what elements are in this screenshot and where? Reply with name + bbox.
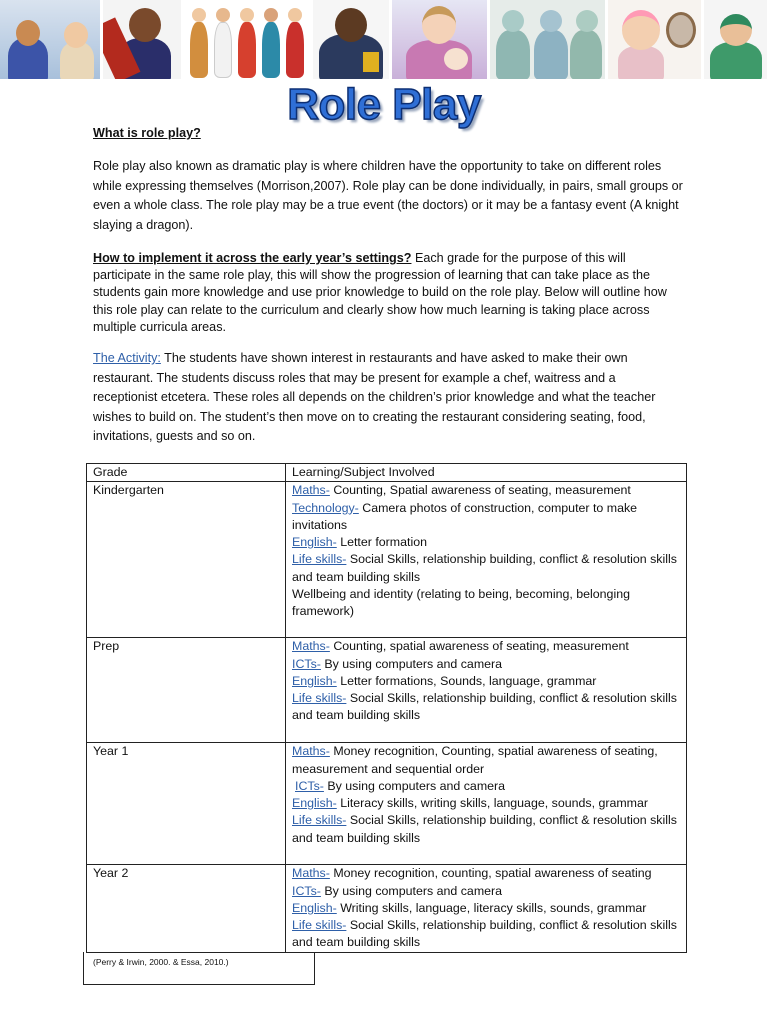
subject-link-icts[interactable]: ICTs- [295, 778, 324, 793]
subjects-cell [286, 482, 687, 638]
subjects-cell [286, 865, 687, 953]
subjects-cell [286, 743, 687, 865]
subject-link-life-skills[interactable]: Life skills- [292, 691, 347, 706]
grade-column-header: Grade [87, 464, 286, 482]
subject-item [292, 656, 680, 673]
subject-item [292, 534, 680, 551]
grade-cell: Prep [87, 638, 286, 743]
reference-box: (Perry & Irwin, 2000. & Essa, 2010.) [83, 952, 315, 985]
subject-text: Social Skills, relationship building, conflict & resolution skills and team building skills [292, 552, 677, 584]
subject-link-life-skills[interactable]: Life skills- [292, 552, 347, 567]
boy-doctor-photo [704, 0, 767, 79]
subject-item [292, 690, 680, 725]
subject-link-life-skills[interactable]: Life skills- [292, 813, 347, 828]
table-row-year-2 [87, 865, 687, 953]
surgeon-costume-photo [490, 0, 605, 79]
intro-paragraph: Role play also known as dramatic play is where children have the opportunity to take on different roles while expressing themselves (Morrison,2007). Role play can be done individually, in pairs, small groups or even a whole class. The role play may be a true event (the doctors) or it may be a fantasy event (A knight slaying a dragon). [93, 159, 683, 232]
subject-text: Money recognition, counting, spatial awareness of seating [329, 866, 652, 881]
girl-mirror-photo [608, 0, 701, 79]
subject-text: Writing skills, language, literacy skills, sounds, grammar [336, 900, 647, 915]
subject-text: Wellbeing and identity (relating to being, becoming, belonging framework) [292, 587, 630, 619]
subject-text: Social Skills, relationship building, conflict & resolution skills and team building skills [292, 813, 677, 845]
girl-with-doll-photo [392, 0, 487, 79]
subject-text: By using computers and camera [323, 778, 506, 793]
knight-costume-photo [103, 0, 181, 79]
curriculum-table [86, 463, 687, 953]
subject-item [292, 482, 680, 499]
subject-item [292, 638, 680, 655]
subject-link-english[interactable]: English- [292, 535, 337, 550]
subject-text: By using computers and camera [320, 656, 503, 671]
subject-text: Literacy skills, writing skills, language, sounds, grammar [336, 796, 649, 811]
subject-text: By using computers and camera [320, 883, 503, 898]
subject-link-icts[interactable]: ICTs- [292, 656, 321, 671]
table-row-year-1 [87, 743, 687, 865]
subject-text: Money recognition, Counting, spatial awareness of seating, measurement and sequential order [292, 744, 658, 776]
grade-cell: Year 1 [87, 743, 286, 865]
table-header-row [87, 464, 687, 482]
subjects-cell [286, 638, 687, 743]
subject-text: Counting, spatial awareness of seating, measurement [329, 639, 629, 654]
subject-link-icts[interactable]: ICTs- [292, 883, 321, 898]
table-row-kindergarten [87, 482, 687, 638]
implement-text: Each grade for the purpose of this will participate in the same role play, this will show the progression of learning that can take place as the students gain more knowledge and use prior knowledge to build on the role play. Below will outline how this role play can relate to the curriculum and clearly show how much learning is taking place across multiple curricula areas. [93, 251, 667, 334]
dress-up-group-photo [184, 0, 310, 79]
subject-link-english[interactable]: English- [292, 900, 337, 915]
grade-cell: Year 2 [87, 865, 286, 953]
subject-item [292, 865, 680, 882]
subject-item [292, 900, 680, 917]
subject-item [292, 883, 680, 900]
subject-item [292, 917, 680, 952]
photo-banner [0, 0, 768, 79]
subject-text: Social Skills, relationship building, conflict & resolution skills and team building skills [292, 918, 677, 950]
intro-section [93, 124, 683, 144]
intro-heading: What is role play? [93, 126, 201, 140]
subject-item [292, 586, 680, 621]
grade-cell: Kindergarten [87, 482, 286, 638]
subject-text: Counting, Spatial awareness of seating, measurement [329, 483, 631, 498]
subject-item [292, 500, 680, 535]
implement-section [93, 250, 683, 336]
subject-item [292, 551, 680, 586]
subject-link-maths[interactable]: Maths- [292, 866, 330, 881]
subject-item [292, 795, 680, 812]
page-title: Role Play [287, 80, 481, 129]
subject-link-english[interactable]: English- [292, 796, 337, 811]
children-doctor-photo [0, 0, 100, 79]
activity-label-link[interactable]: The Activity: [93, 351, 161, 365]
cape-costume-photo [313, 0, 389, 79]
subject-column-header: Learning/Subject Involved [286, 464, 687, 482]
subject-text: Letter formations, Sounds, language, grammar [336, 673, 597, 688]
subject-link-life-skills[interactable]: Life skills- [292, 918, 347, 933]
subject-link-maths[interactable]: Maths- [292, 483, 330, 498]
subject-text: Letter formation [336, 535, 427, 550]
subject-item [292, 812, 680, 847]
table-row-prep [87, 638, 687, 743]
subject-text: Camera photos of construction, computer to make invitations [292, 500, 638, 532]
subject-item [292, 778, 680, 795]
subject-text: Social Skills, relationship building, conflict & resolution skills and team building skills [292, 691, 677, 723]
activity-text: The students have shown interest in restaurants and have asked to make their own restaurant. The students discuss roles that may be present for example a chef, waitress and a receptionist etcetera. These roles all depends on the children’s prior knowledge and what the teacher wishes to build on. The student’s then move on to creating the restaurant considering seating, food, invitations, guests and so on. [93, 351, 656, 444]
subject-link-maths[interactable]: Maths- [292, 639, 330, 654]
activity-section [93, 349, 683, 447]
implement-heading: How to implement it across the early year’s settings? [93, 251, 412, 265]
subject-item [292, 743, 680, 778]
subject-item [292, 673, 680, 690]
subject-link-maths[interactable]: Maths- [292, 744, 330, 759]
subject-link-technology[interactable]: Technology- [292, 500, 359, 515]
subject-link-english[interactable]: English- [292, 673, 337, 688]
